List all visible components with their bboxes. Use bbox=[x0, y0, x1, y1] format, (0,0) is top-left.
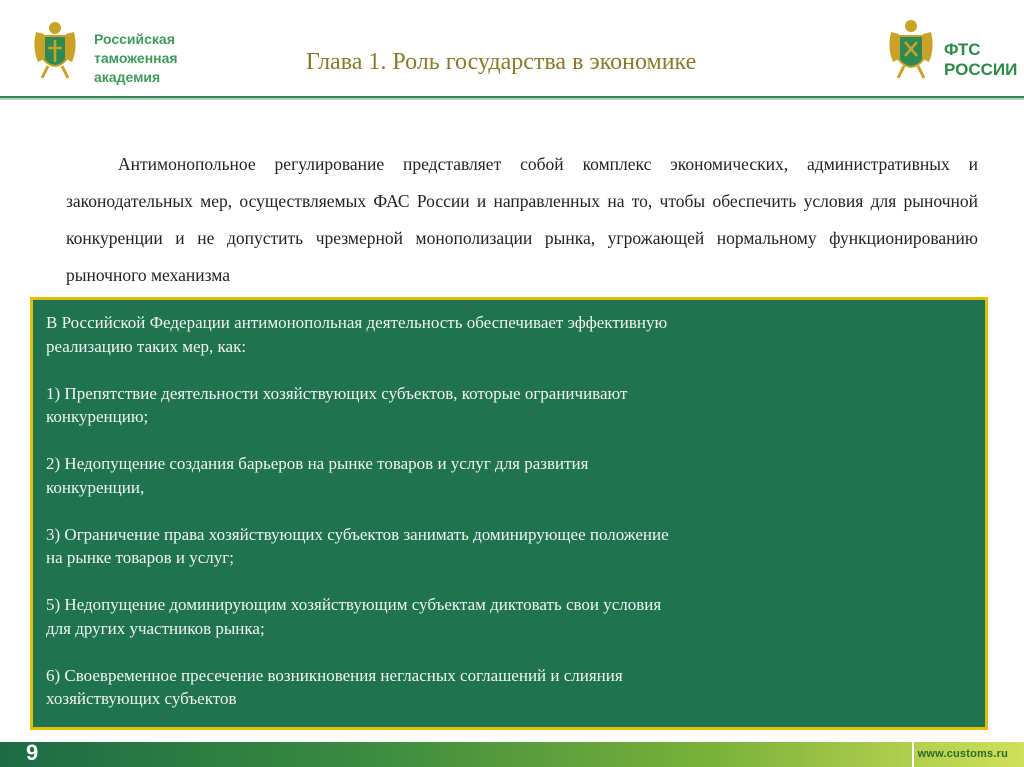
measures-lead: В Российской Федерации антимонопольная деятельность обеспечивает эффективную реализацию таких мер, как: bbox=[46, 313, 668, 356]
fts-line: РОССИИ bbox=[944, 60, 1018, 79]
page-number: 9 bbox=[26, 740, 39, 765]
measures-box bbox=[30, 297, 988, 730]
slide-footer bbox=[0, 742, 1024, 767]
measure-item: 1) Препятствие деятельности хозяйствующих субъектов, которые ограничивают конкуренцию; bbox=[46, 383, 628, 426]
academy-emblem-icon bbox=[30, 18, 80, 82]
website-link[interactable]: www.customs.ru bbox=[917, 748, 1008, 760]
academy-line: академия bbox=[94, 69, 161, 85]
academy-line: таможенная bbox=[94, 50, 178, 66]
slide-header bbox=[0, 0, 1024, 100]
fts-line: ФТС bbox=[944, 40, 981, 59]
footer-divider bbox=[912, 742, 914, 767]
intro-paragraph bbox=[66, 146, 978, 294]
fts-logo-text bbox=[944, 40, 1017, 80]
page-title: Глава 1. Роль государства в экономике bbox=[306, 49, 697, 75]
measure-item: 3) Ограничение права хозяйствующих субъектов занимать доминирующее положение на рынке товаров и услуг; bbox=[46, 524, 669, 567]
measure-item: 2) Недопущение создания барьеров на рынке товаров и услуг для развития конкуренции, bbox=[46, 454, 589, 497]
measure-item: 6) Своевременное пресечение возникновения негласных соглашений и слияния хозяйствующих субъектов bbox=[46, 665, 623, 708]
academy-line: Российская bbox=[94, 31, 175, 47]
header-divider bbox=[0, 96, 1024, 100]
fts-emblem-icon bbox=[886, 16, 936, 82]
measures-text bbox=[46, 311, 686, 711]
academy-name bbox=[94, 30, 224, 87]
measure-item: 5) Недопущение доминирующим хозяйствующим субъектам диктовать свои условия для других участников рынка; bbox=[46, 595, 662, 638]
intro-text: Антимонопольное регулирование представляет собой комплекс экономических, административных и законодательных мер, осуществляемых ФАС России и направленных на то, чтобы обеспечить условия для рыночной конкуренции и не допустить чрезмерной монополизации рынка, угрожающей нормальному функционированию рыночного механизма bbox=[66, 154, 978, 285]
